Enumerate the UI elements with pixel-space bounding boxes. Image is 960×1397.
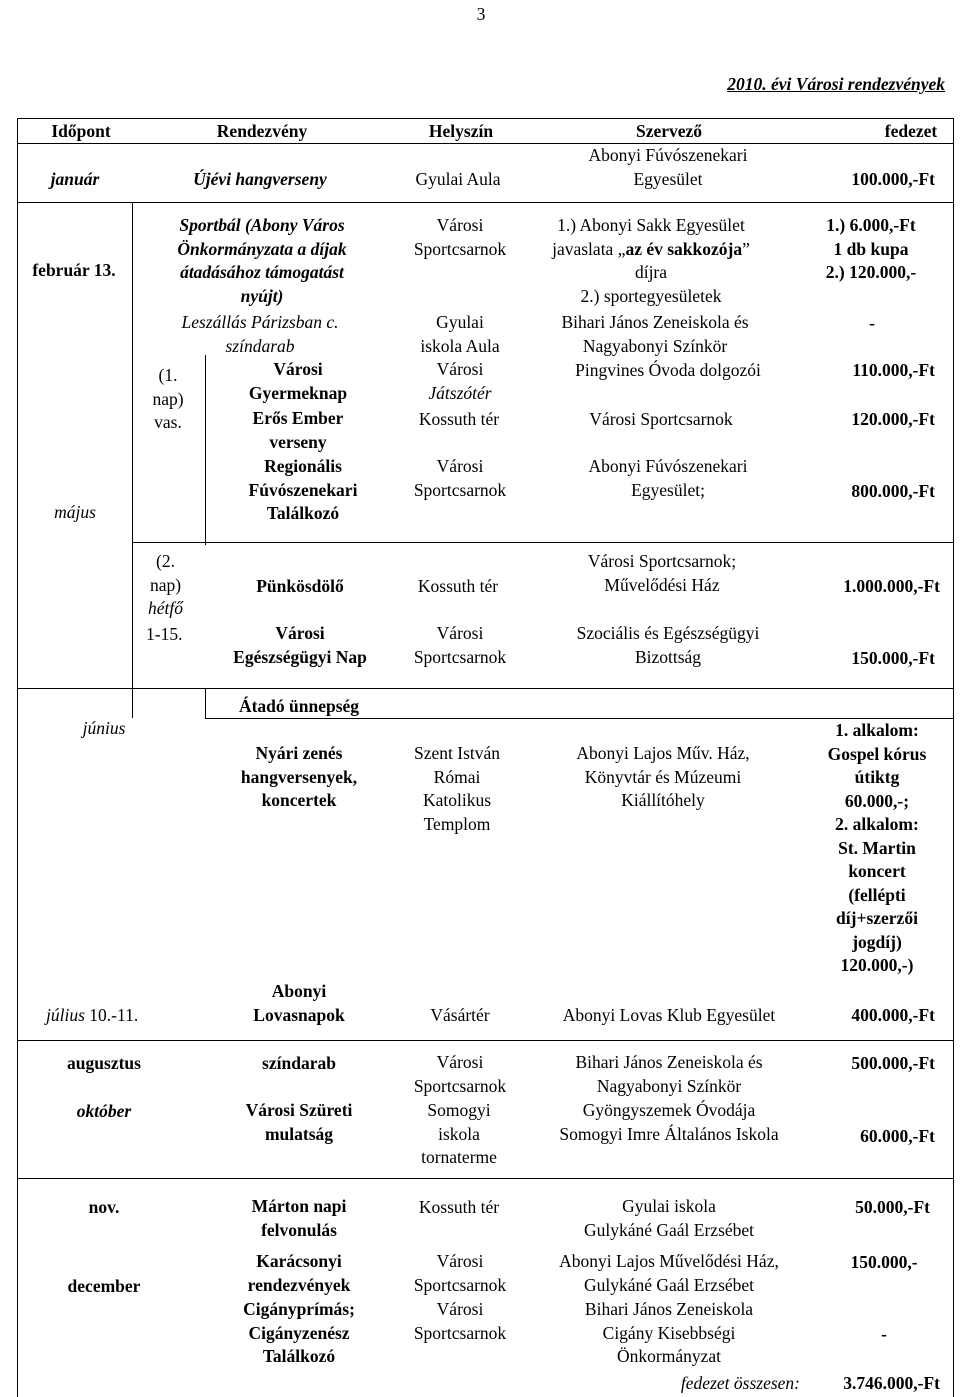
- february-venue: Városi Sportcsarnok: [413, 215, 507, 259]
- november-budget: 50.000,-Ft: [855, 1197, 930, 1217]
- august-organizer: Bihari János Zeneiskola és Nagyabonyi Színkör: [575, 1052, 763, 1096]
- july-budget: 400.000,-Ft: [851, 1005, 935, 1025]
- may-budget-2: 120.000,-Ft: [851, 409, 935, 429]
- table-right-border: [953, 118, 954, 1397]
- february-organizer: 1.) Abonyi Sakk Egyesület javaslata „az év sakkozója” díjra 2.) sportegyesületek: [552, 215, 750, 306]
- may-event-2: Erős Ember verseny: [252, 408, 344, 452]
- may-month: május: [54, 502, 96, 522]
- may-day2: (2. nap) hétfő: [148, 551, 183, 618]
- header-bottom-border: [17, 143, 954, 144]
- january-event: Újévi hangverseny: [193, 169, 327, 189]
- december-organizer-0: Abonyi Lajos Művelődési Ház, Gulykáné Gaál Erzsébet: [559, 1251, 779, 1295]
- may-day-divider: [205, 355, 206, 545]
- may-budget-4: 1.000.000,-Ft: [843, 576, 940, 596]
- july-date: július 10.-11.: [46, 1005, 139, 1025]
- may-organizer-5: Szociális és Egészségügyi Bizottság: [576, 623, 760, 667]
- january-venue: Gyulai Aula: [415, 169, 501, 189]
- february-budget: 1.) 6.000,-Ft 1 db kupa 2.) 120.000,-: [825, 215, 917, 282]
- december-venue-1: Városi Sportcsarnok: [413, 1299, 507, 1343]
- december-organizer-1: Bihari János Zeneiskola Cigány Kisebbségi Önkormányzat: [584, 1299, 754, 1366]
- june-event-concerts: Nyári zenés hangversenyek, koncertek: [240, 743, 358, 810]
- total-value: 3.746.000,-Ft: [843, 1373, 940, 1393]
- divider-after-may: [17, 688, 954, 689]
- may-organizer-0: Bihari János Zeneiskola és Nagyabonyi Színkör: [561, 312, 749, 356]
- december-budget-1: -: [881, 1324, 887, 1344]
- may-event-1: Városi Gyermeknap: [248, 359, 348, 403]
- header-date: Időpont: [51, 121, 111, 141]
- document-title: 2010. évi Városi rendezvények: [727, 74, 945, 94]
- november-organizer: Gyulai iskola Gulykáné Gaál Erzsébet: [583, 1196, 755, 1240]
- august-venue: Városi Sportcsarnok: [413, 1052, 507, 1096]
- may-venue-1: Városi Játszótér: [428, 359, 492, 403]
- january-month: január: [50, 169, 100, 189]
- may-venue-0: Gyulai iskola Aula: [420, 312, 500, 356]
- divider-after-january: [17, 202, 954, 203]
- january-budget: 100.000,-Ft: [851, 169, 935, 189]
- october-venue: Somogyi iskola tornaterme: [421, 1100, 497, 1167]
- may-col-divider: [132, 202, 133, 718]
- october-budget: 60.000,-Ft: [860, 1126, 935, 1146]
- november-venue: Kossuth tér: [418, 1197, 500, 1217]
- may-event-4: Pünkösdölő: [256, 576, 344, 596]
- may-budget-3: 800.000,-Ft: [851, 481, 935, 501]
- december-event-0: Karácsonyi rendezvények: [247, 1251, 351, 1295]
- july-event: Abonyi Lovasnapok: [253, 981, 345, 1025]
- divider-after-october: [17, 1178, 954, 1179]
- october-month: október: [76, 1101, 132, 1121]
- november-event: Márton napi felvonulás: [251, 1196, 347, 1240]
- january-organizer: Abonyi Fúvószenekari Egyesület: [588, 145, 748, 189]
- july-venue: Vásártér: [430, 1005, 490, 1025]
- june-venue: Szent István Római Katolikus Templom: [413, 743, 501, 834]
- award-name: az év sakkozója: [625, 238, 743, 259]
- february-event: Sportbál (Abony Város Önkormányzata a díjak átadásához támogatást nyújt): [177, 215, 347, 306]
- may-budget-5: 150.000,-Ft: [851, 648, 935, 668]
- divider-may-first-block: [132, 542, 954, 543]
- may-event-5: Városi Egészségügyi Nap: [233, 623, 367, 667]
- october-organizer: Gyöngyszemek Óvodája Somogyi Imre Általános Iskola: [559, 1100, 779, 1144]
- header-venue: Helyszín: [428, 121, 494, 141]
- may-budget-0: -: [869, 313, 875, 333]
- november-month: nov.: [88, 1197, 120, 1217]
- may-organizer-1: Pingvines Óvoda dolgozói: [575, 360, 761, 380]
- may-venue-3: Városi Sportcsarnok: [413, 456, 507, 500]
- may-organizer-3: Abonyi Fúvószenekari Egyesület;: [588, 456, 748, 500]
- august-event: színdarab: [262, 1053, 336, 1073]
- december-event-1: Cigányprímás; Cigányzenész Találkozó: [243, 1299, 355, 1366]
- june-organizer: Abonyi Lajos Műv. Ház, Könyvtár és Múzeumi Kiállítóhely: [576, 743, 750, 810]
- may-event-3: Regionális Fúvószenekari Találkozó: [248, 456, 358, 523]
- may-event-0: Leszállás Párizsban c. színdarab: [181, 312, 339, 356]
- december-budget-0: 150.000,-: [850, 1252, 918, 1272]
- header-budget: fedezet: [884, 121, 938, 141]
- july-organizer: Abonyi Lovas Klub Egyesület: [562, 1005, 776, 1025]
- february-date: február 13.: [32, 260, 116, 280]
- october-event: Városi Szüreti mulatság: [245, 1100, 353, 1144]
- june-budget: 1. alkalom: Gospel kórus útiktg 60.000,-; 2. alkalom: St. Martin koncert (fellépti díj+szerzői jogdíj) 120.000,-): [827, 720, 927, 975]
- december-venue-0: Városi Sportcsarnok: [413, 1251, 507, 1295]
- may-organizer-4: Városi Sportcsarnok; Művelődési Ház: [587, 551, 737, 595]
- divider-after-july: [17, 1040, 954, 1041]
- may-day1: (1. nap) vas.: [152, 365, 184, 432]
- june-month: június: [82, 718, 126, 738]
- june-event-handover: Átadó ünnepség: [238, 696, 360, 716]
- may-venue-2: Kossuth tér: [418, 409, 500, 429]
- may-venue-4: Kossuth tér: [417, 576, 499, 596]
- header-event: Rendezvény: [216, 121, 308, 141]
- august-month: augusztus: [67, 1053, 141, 1073]
- december-month: december: [67, 1276, 141, 1296]
- june-col-divider: [205, 688, 206, 718]
- may-day-range: 1-15.: [146, 624, 183, 644]
- header-organizer: Szervező: [635, 121, 703, 141]
- may-organizer-2: Városi Sportcsarnok: [589, 409, 733, 429]
- may-budget-1: 110.000,-Ft: [852, 360, 935, 380]
- total-label: fedezet összesen:: [680, 1373, 800, 1393]
- august-budget: 500.000,-Ft: [851, 1053, 935, 1073]
- may-venue-5: Városi Sportcsarnok: [413, 623, 507, 667]
- page-number: 3: [476, 4, 486, 24]
- table-left-border: [17, 118, 18, 1397]
